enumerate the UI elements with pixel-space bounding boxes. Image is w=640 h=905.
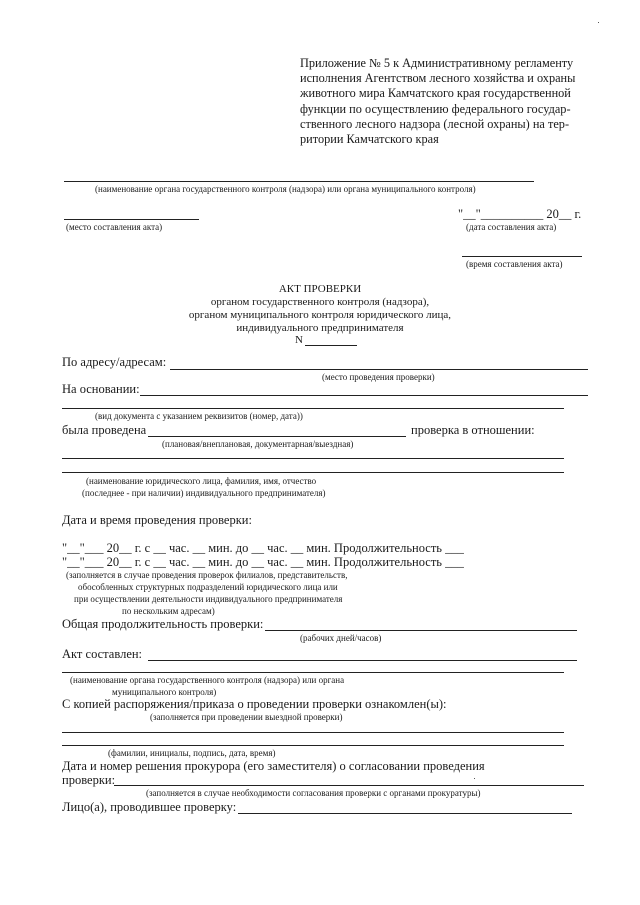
datetime-row-1[interactable]: "__"___ 20__ г. с __ час. __ мин. до __ час. __ мин. Продолжительность ___ xyxy=(62,541,464,555)
prosecutor-label-2: проверки: xyxy=(62,773,116,787)
inspector-label: Лицо(а), проводившее проверку: xyxy=(62,800,237,814)
time-line[interactable] xyxy=(462,256,582,257)
entity-line-2[interactable] xyxy=(62,472,564,473)
regarding-label: проверка в отношении: xyxy=(411,423,535,437)
act-subtitle: индивидуального предпринимателя xyxy=(236,322,404,334)
compiled-line[interactable] xyxy=(148,660,577,661)
datetime-note: обособленных структурных подразделений юридического лица или xyxy=(78,582,338,592)
date-caption: (дата составления акта) xyxy=(466,222,557,232)
act-number-label: N xyxy=(295,334,303,346)
conducted-label: была проведена xyxy=(62,423,147,437)
appendix-header xyxy=(300,56,600,147)
entity-line-1[interactable] xyxy=(62,458,564,459)
conducted-line[interactable] xyxy=(148,436,406,437)
prosecutor-label: Дата и номер решения прокурора (его заместителя) о согласовании проведения xyxy=(62,759,485,773)
time-caption: (время составления акта) xyxy=(466,259,563,269)
total-caption: (рабочих дней/часов) xyxy=(300,633,382,643)
org-caption: (наименование органа государственного контроля (надзора) или органа муниципального контроля) xyxy=(95,184,476,194)
datetime-row-2[interactable]: "__"___ 20__ г. с __ час. __ мин. до __ час. __ мин. Продолжительность ___ xyxy=(62,555,464,569)
date-field[interactable]: "__"__________ 20__ г. xyxy=(458,207,582,221)
sign-caption: (фамилии, инициалы, подпись, дата, время) xyxy=(108,748,276,758)
basis-label: На основании: xyxy=(62,382,140,396)
total-label: Общая продолжительность проверки: xyxy=(62,617,264,631)
address-line[interactable] xyxy=(170,369,588,370)
prosecutor-line[interactable] xyxy=(114,785,584,786)
entity-caption: (последнее - при наличии) индивидуального предпринимателя) xyxy=(82,488,326,498)
copy-line-2[interactable] xyxy=(62,745,564,746)
act-subtitle: органом муниципального контроля юридического лица, xyxy=(188,309,452,321)
place-caption: (место составления акта) xyxy=(66,222,163,232)
copy-line-1[interactable] xyxy=(62,732,564,733)
copy-label: С копией распоряжения/приказа о проведении проверки ознакомлен(ы): xyxy=(62,697,447,711)
entity-caption: (наименование юридического лица, фамилия, имя, отчество xyxy=(86,476,317,486)
compiled-label: Акт составлен: xyxy=(62,647,143,661)
datetime-note: при осуществлении деятельности индивидуального предпринимателя xyxy=(74,594,343,604)
address-label: По адресу/адресам: xyxy=(62,355,167,369)
total-line[interactable] xyxy=(265,630,577,631)
act-title: АКТ ПРОВЕРКИ xyxy=(278,283,362,295)
act-subtitle: органом государственного контроля (надзора), xyxy=(210,296,430,308)
address-caption: (место проведения проверки) xyxy=(322,372,435,382)
conducted-caption: (плановая/внеплановая, документарная/выездная) xyxy=(162,439,354,449)
basis-line[interactable] xyxy=(140,395,588,396)
copy-caption: (заполняется при проведении выездной проверки) xyxy=(150,712,343,722)
basis-line-2[interactable] xyxy=(62,408,564,409)
prosecutor-caption: (заполняется в случае необходимости согласования проверки с органами прокуратуры) xyxy=(146,788,481,798)
org-name-line[interactable] xyxy=(64,181,534,182)
datetime-note: (заполняется в случае проведения проверок филиалов, представительств, xyxy=(66,570,348,580)
scan-speck xyxy=(598,22,599,23)
compiled-caption: (наименование органа государственного контроля (надзора) или органа xyxy=(70,675,345,685)
header-line: животного мира Камчатского края государственной xyxy=(300,86,571,101)
header-line: ственного лесного надзора (лесной охраны) на тер- xyxy=(300,116,570,131)
compiled-line-2[interactable] xyxy=(62,672,564,673)
compiled-caption: муниципального контроля) xyxy=(112,687,217,697)
inspector-line[interactable] xyxy=(238,813,572,814)
header-line: исполнения Агентством лесного хозяйства и охраны xyxy=(300,71,576,86)
basis-caption: (вид документа с указанием реквизитов (номер, дата)) xyxy=(95,411,303,421)
datetime-note: по нескольким адресам) xyxy=(122,606,215,616)
header-line: функции по осуществлению федерального государ- xyxy=(300,101,571,116)
datetime-label: Дата и время проведения проверки: xyxy=(62,513,252,527)
header-line: ритории Камчатского края xyxy=(300,132,439,147)
place-line[interactable] xyxy=(64,219,199,220)
act-number-line[interactable] xyxy=(305,345,357,346)
scan-speck xyxy=(474,778,475,779)
header-line: Приложение № 5 к Административному регламенту xyxy=(300,56,574,70)
